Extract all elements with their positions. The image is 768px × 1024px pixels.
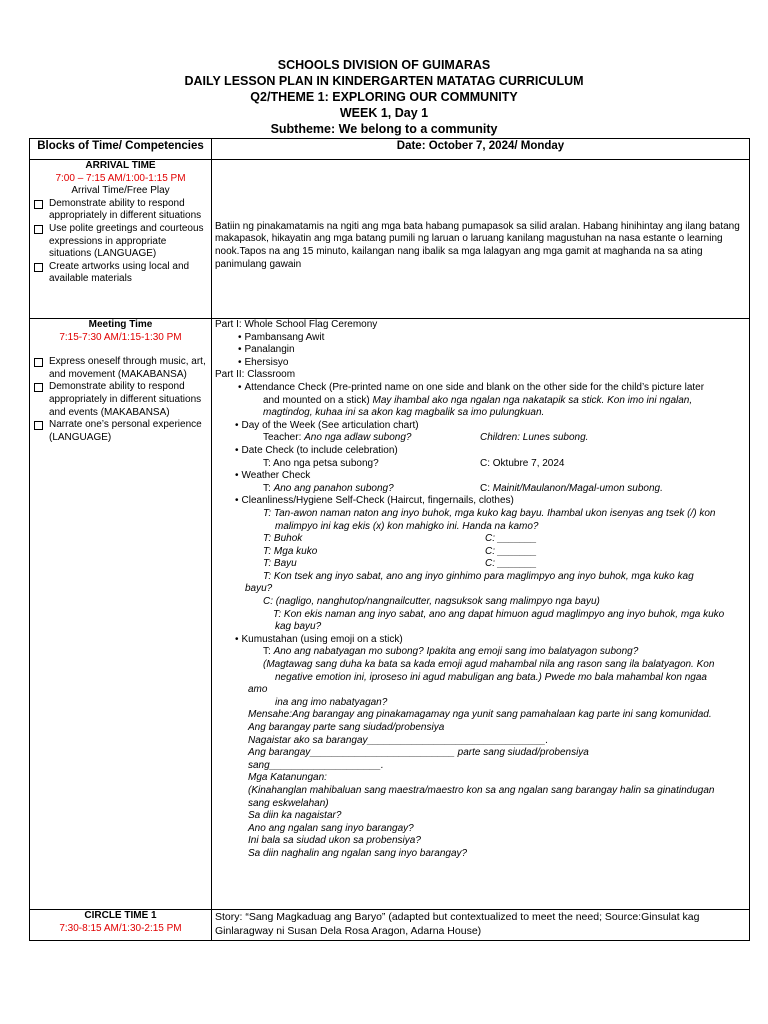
checkbox-icon [34,421,43,430]
circle-time: 7:30-8:15 AM/1:30-2:15 PM [59,922,182,934]
day-check: • Day of the Week (See articulation chart) [215,420,746,433]
hygiene-check: • Cleanliness/Hygiene Self-Check (Haircut, fingernails, clothes) [215,495,746,508]
arrival-subtitle: Arrival Time/Free Play [71,185,170,197]
arrival-content: Batiin ng pinakamatamis na ngiti ang mga bata habang pumapasok sa silid aralan. Habang hinihintay ang ilang batang makapasok, hikayatin ang mga batang pumili ng laruan o laruang kanilang magustuhan na nasa estante o learning nook.Tapos na ang 15 minuto, kailangan nang ibalik sa mga lalagyan ang mga gamit at maghanda na sa ating panimulang gawain [212,160,750,319]
checkbox-icon [34,383,43,392]
meeting-title: Meeting Time [88,319,153,330]
kumustahan-line: amo [248,684,268,696]
circle-competencies [30,910,212,941]
hygiene-line: T: Tan-awon naman naton ang inyo buhok, mga kuko kag bayu. Ihambal ukon isenyas ang tsek (/) kon [263,507,716,519]
meeting-row [30,319,750,910]
arrival-time: 7:00 – 7:15 AM/1:00-1:15 PM [55,172,186,184]
weather-check: • Weather Check [215,470,746,483]
attendance-line: and mounted on a stick) May ihambal ako nga ngalan nga nakatapik sa stick. Kon imo ini ngalan, [263,394,693,406]
arrival-row [30,160,750,319]
table-header-row [30,139,750,160]
part1-heading: Part I: Whole School Flag Ceremony [215,319,378,330]
checkbox-icon [34,358,43,367]
hygiene-row: T: Bayu C: _______ [263,558,537,570]
hygiene-line: T: Kon ekis naman ang inyo sabat, ano ang dapat himuon agud maglimpyo ang inyo buhok, mga kuko [273,608,725,620]
lesson-plan-table [29,138,750,941]
checkbox-icon [34,263,43,272]
checkbox-icon [34,200,43,209]
date-dialogue: T: Ano nga petsa subong? C: Oktubre 7, 2024 [263,457,565,469]
competency-item: Create artworks using local and available materials [33,261,208,286]
header-subtheme: Subtheme: We belong to a community [270,122,498,136]
kumustahan-line: T: Ano ang nabatyagan mo subong? Ipakita ang emoji sang imo balatyagon subong? [263,646,639,658]
list-item: • Panalangin [215,344,746,357]
hygiene-line: T: Kon tsek ang inyo sabat, ano ang inyo ginhimo para maglimpyo ang inyo buhok, mga kuko kag [263,570,694,582]
date-check: • Date Check (to include celebration) [215,445,746,458]
competency-item: Demonstrate ability to respond appropriately in different situations [33,198,208,223]
weather-dialogue: T: Ano ang panahon subong? C: Mainit/Maulanon/Magal-umon subong. [263,482,663,494]
competency-item: Demonstrate ability to respond appropriately in different situations and events (MAKABANSA) [33,381,208,419]
circle-row [30,910,750,941]
meeting-time: 7:15-7:30 AM/1:15-1:30 PM [59,331,182,343]
hygiene-row: T: Buhok C: _______ [263,533,537,545]
part2-heading: Part II: Classroom [215,369,296,381]
attendance-check: • Attendance Check (Pre-printed name on one side and blank on the other side for the child’s picture later [215,382,746,395]
kumustahan: • Kumustahan (using emoji on a stick) [215,634,746,647]
header-week-day: WEEK 1, Day 1 [339,106,429,120]
competency-item: Express oneself through music, art, and movement (MAKABANSA) [33,356,208,381]
header-plan-title: DAILY LESSON PLAN IN KINDERGARTEN MATATAG CURRICULUM [184,74,584,88]
header-theme: Q2/THEME 1: EXPLORING OUR COMMUNITY [250,90,518,104]
list-item: • Pambansang Awit [215,332,746,345]
arrival-title: ARRIVAL TIME [85,160,156,171]
hygiene-line: C: (nagligo, nanghutop/nangnailcutter, nagsuksok sang malimpyo nga bayu) [263,596,600,608]
list-item: • Ehersisyo [215,357,746,370]
hygiene-line: kag bayu? [275,621,322,633]
kumustahan-line: ina ang imo nabatyagan? [275,696,388,708]
hygiene-row: T: Mga kuko C: _______ [263,545,537,557]
meeting-competencies [30,319,212,910]
day-dialogue: Teacher: Ano nga adlaw subong? Children: Lunes subong. [263,432,589,444]
hygiene-line: malimpyo ini kag ekis (x) kon mahigko ini. Handa na kamo? [275,520,539,532]
hygiene-line: bayu? [245,583,273,595]
competency-item: Use polite greetings and courteous expressions in appropriate situations (LANGUAGE) [33,223,208,261]
col-header-blocks: Blocks of Time/ Competencies [30,139,212,160]
arrival-competencies [30,160,212,319]
meeting-content [212,319,750,910]
circle-story: Story: “Sang Magkaduag ang Baryo” (adapted but contextualized to meet the need; Source:Ginsulat kag Ginlaragway ni Susan Dela Rosa Aragon, Adarna House) [212,910,750,941]
competency-item: Narrate one’s personal experience (LANGUAGE) [33,419,208,444]
circle-title: CIRCLE TIME 1 [84,910,157,921]
attendance-line: magtindog, kuhaa ini sa akon kag magbalik sa imo pulungkuan. [263,407,545,419]
kumustahan-line: (Magtawag sang duha ka bata sa kada emoji agud mahambal nila ang rason sang ila balatyagon. Kon [263,659,715,671]
checkbox-icon [34,225,43,234]
col-header-date: Date: October 7, 2024/ Monday [212,139,750,160]
message-block: Mensahe:Ang barangay ang pinakamagamay nga yunit sang pamahalaan kag parte ini sang komunidad. Ang barangay parte sang siudad/probensiya Nagaistar ako sa barangay________________________________. Ang barangay__________________________ parte sang siudad/probensiya sang____________________. Mga Katanungan: (Kinahanglan mahibaluan sang maestra/maestro kon sa ang ngalan sang barangay halin sa ginatindugan sang eskwelahan) Sa diin ka nagaistar? Ano ang ngalan sang inyo barangay? Ini bala sa siudad ukon sa probensiya? Sa diin naghalin ang ngalan sang inyo barangay? [248,709,715,859]
header-school-division: SCHOOLS DIVISION OF GUIMARAS [277,58,491,72]
kumustahan-line: negative emotion ini, iproseso ini agud mabuligan ang bata.) Pwede mo bala mahambal kon ngaa [275,671,707,683]
